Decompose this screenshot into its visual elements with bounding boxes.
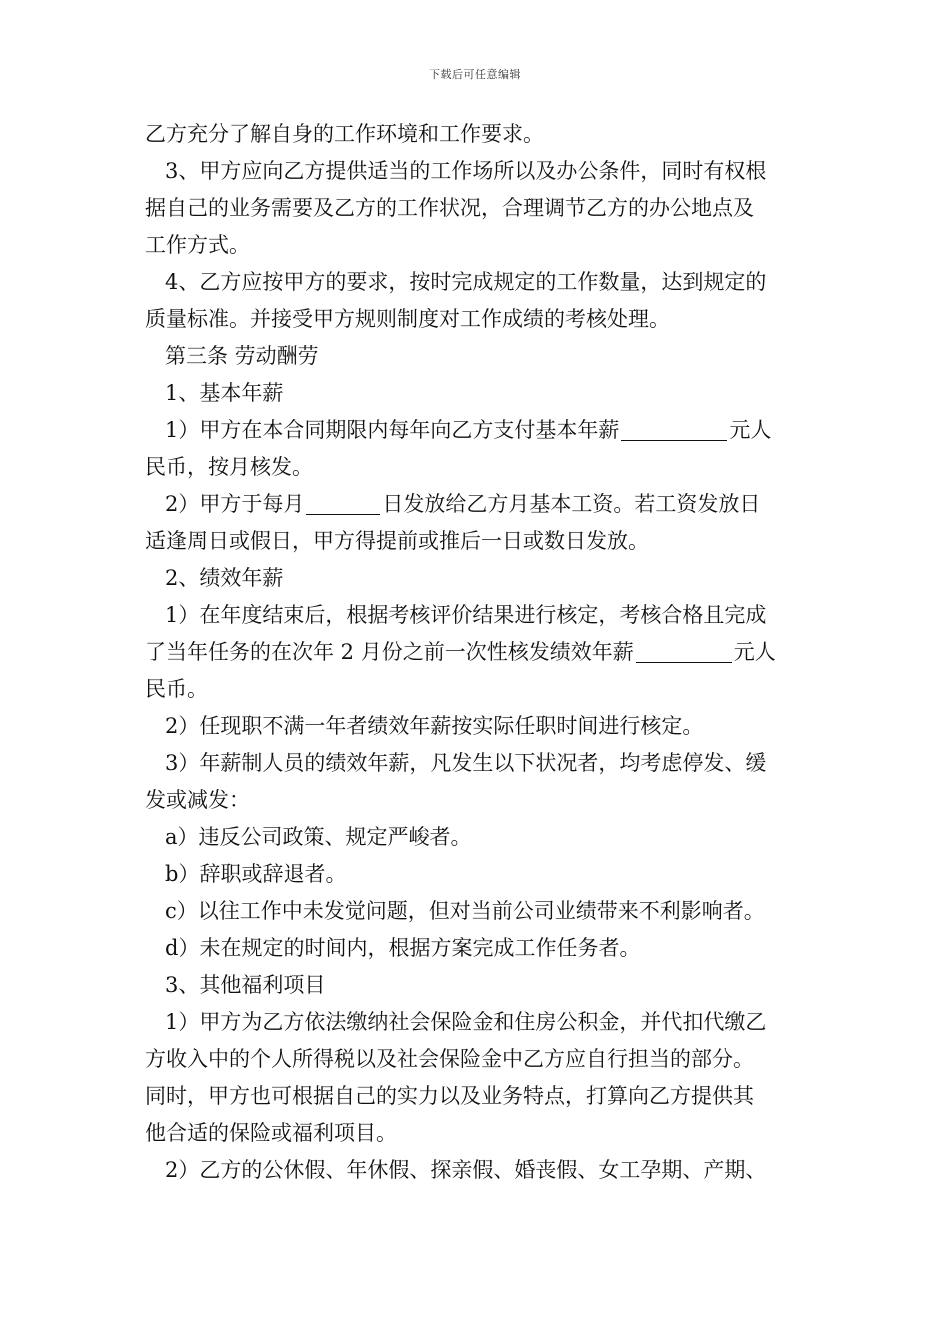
fill-in-blank[interactable] xyxy=(306,492,380,515)
paragraph-line: 4、乙方应按甲方的要求，按时完成规定的工作数量，达到规定的 xyxy=(165,270,767,294)
paragraph-line: 方收入中的个人所得税以及社会保险金中乙方应自行担当的部分。 xyxy=(145,1047,754,1071)
paragraph-line: 2）任现职不满一年者绩效年薪按实际任职时间进行核定。 xyxy=(165,714,704,738)
list-item: b）辞职或辞退者。 xyxy=(165,862,347,886)
paragraph-line: 民币。 xyxy=(145,677,208,701)
document-body xyxy=(145,116,810,1189)
paragraph-line: 质量标准。并接受甲方规则制度对工作成绩的考核处理。 xyxy=(145,307,670,331)
paragraph-line: 民币，按月核发。 xyxy=(145,455,313,479)
paragraph-line xyxy=(145,634,810,671)
paragraph-line: 3）年薪制人员的绩效年薪，凡发生以下状况者，均考虑停发、缓 xyxy=(165,751,767,775)
subsection-heading: 2、绩效年薪 xyxy=(165,566,284,590)
paragraph-line: 据自己的业务需要及乙方的工作状况，合理调节乙方的办公地点及 xyxy=(145,196,754,220)
paragraph-line: 1）在年度结束后，根据考核评价结果进行核定，考核合格且完成 xyxy=(165,603,767,627)
line-text: 2）甲方于每月 xyxy=(165,492,305,516)
line-text: 元人 xyxy=(733,640,776,664)
paragraph-line xyxy=(145,486,810,523)
list-item: d）未在规定的时间内，根据方案完成工作任务者。 xyxy=(165,936,641,960)
paragraph-line: 乙方充分了解自身的工作环境和工作要求。 xyxy=(145,122,544,146)
fill-in-blank[interactable] xyxy=(636,640,732,663)
paragraph-line xyxy=(145,412,810,449)
page-header: 下载后可任意编辑 xyxy=(429,68,521,81)
line-text: 了当年任务的在次年 2 月份之前一次性核发绩效年薪 xyxy=(145,640,634,664)
list-item: a）违反公司政策、规定严峻者。 xyxy=(165,825,472,849)
paragraph-line: 3、甲方应向乙方提供适当的工作场所以及办公条件，同时有权根 xyxy=(165,159,767,183)
fill-in-blank[interactable] xyxy=(621,418,727,441)
subsection-heading: 1、基本年薪 xyxy=(165,381,284,405)
section-heading: 第三条 劳动酬劳 xyxy=(165,344,319,368)
line-text: 日发放给乙方月基本工资。若工资发放日 xyxy=(382,492,761,516)
subsection-heading: 3、其他福利项目 xyxy=(165,973,326,997)
line-text: 元人 xyxy=(729,418,772,442)
paragraph-line: 工作方式。 xyxy=(145,233,250,257)
paragraph-line: 1）甲方为乙方依法缴纳社会保险金和住房公积金，并代扣代缴乙 xyxy=(165,1010,767,1034)
paragraph-line: 适逢周日或假日，甲方得提前或推后一日或数日发放。 xyxy=(145,529,649,553)
paragraph-line: 同时，甲方也可根据自己的实力以及业务特点，打算向乙方提供其 xyxy=(145,1084,754,1108)
paragraph-line: 他合适的保险或福利项目。 xyxy=(145,1121,397,1145)
line-text: 1）甲方在本合同期限内每年向乙方支付基本年薪 xyxy=(165,418,620,442)
paragraph-line: 发或减发： xyxy=(145,788,250,812)
list-item: c）以往工作中未发觉问题，但对当前公司业绩带来不利影响者。 xyxy=(165,899,765,923)
paragraph-line: 2）乙方的公休假、年休假、探亲假、婚丧假、女工孕期、产期、 xyxy=(165,1158,767,1182)
